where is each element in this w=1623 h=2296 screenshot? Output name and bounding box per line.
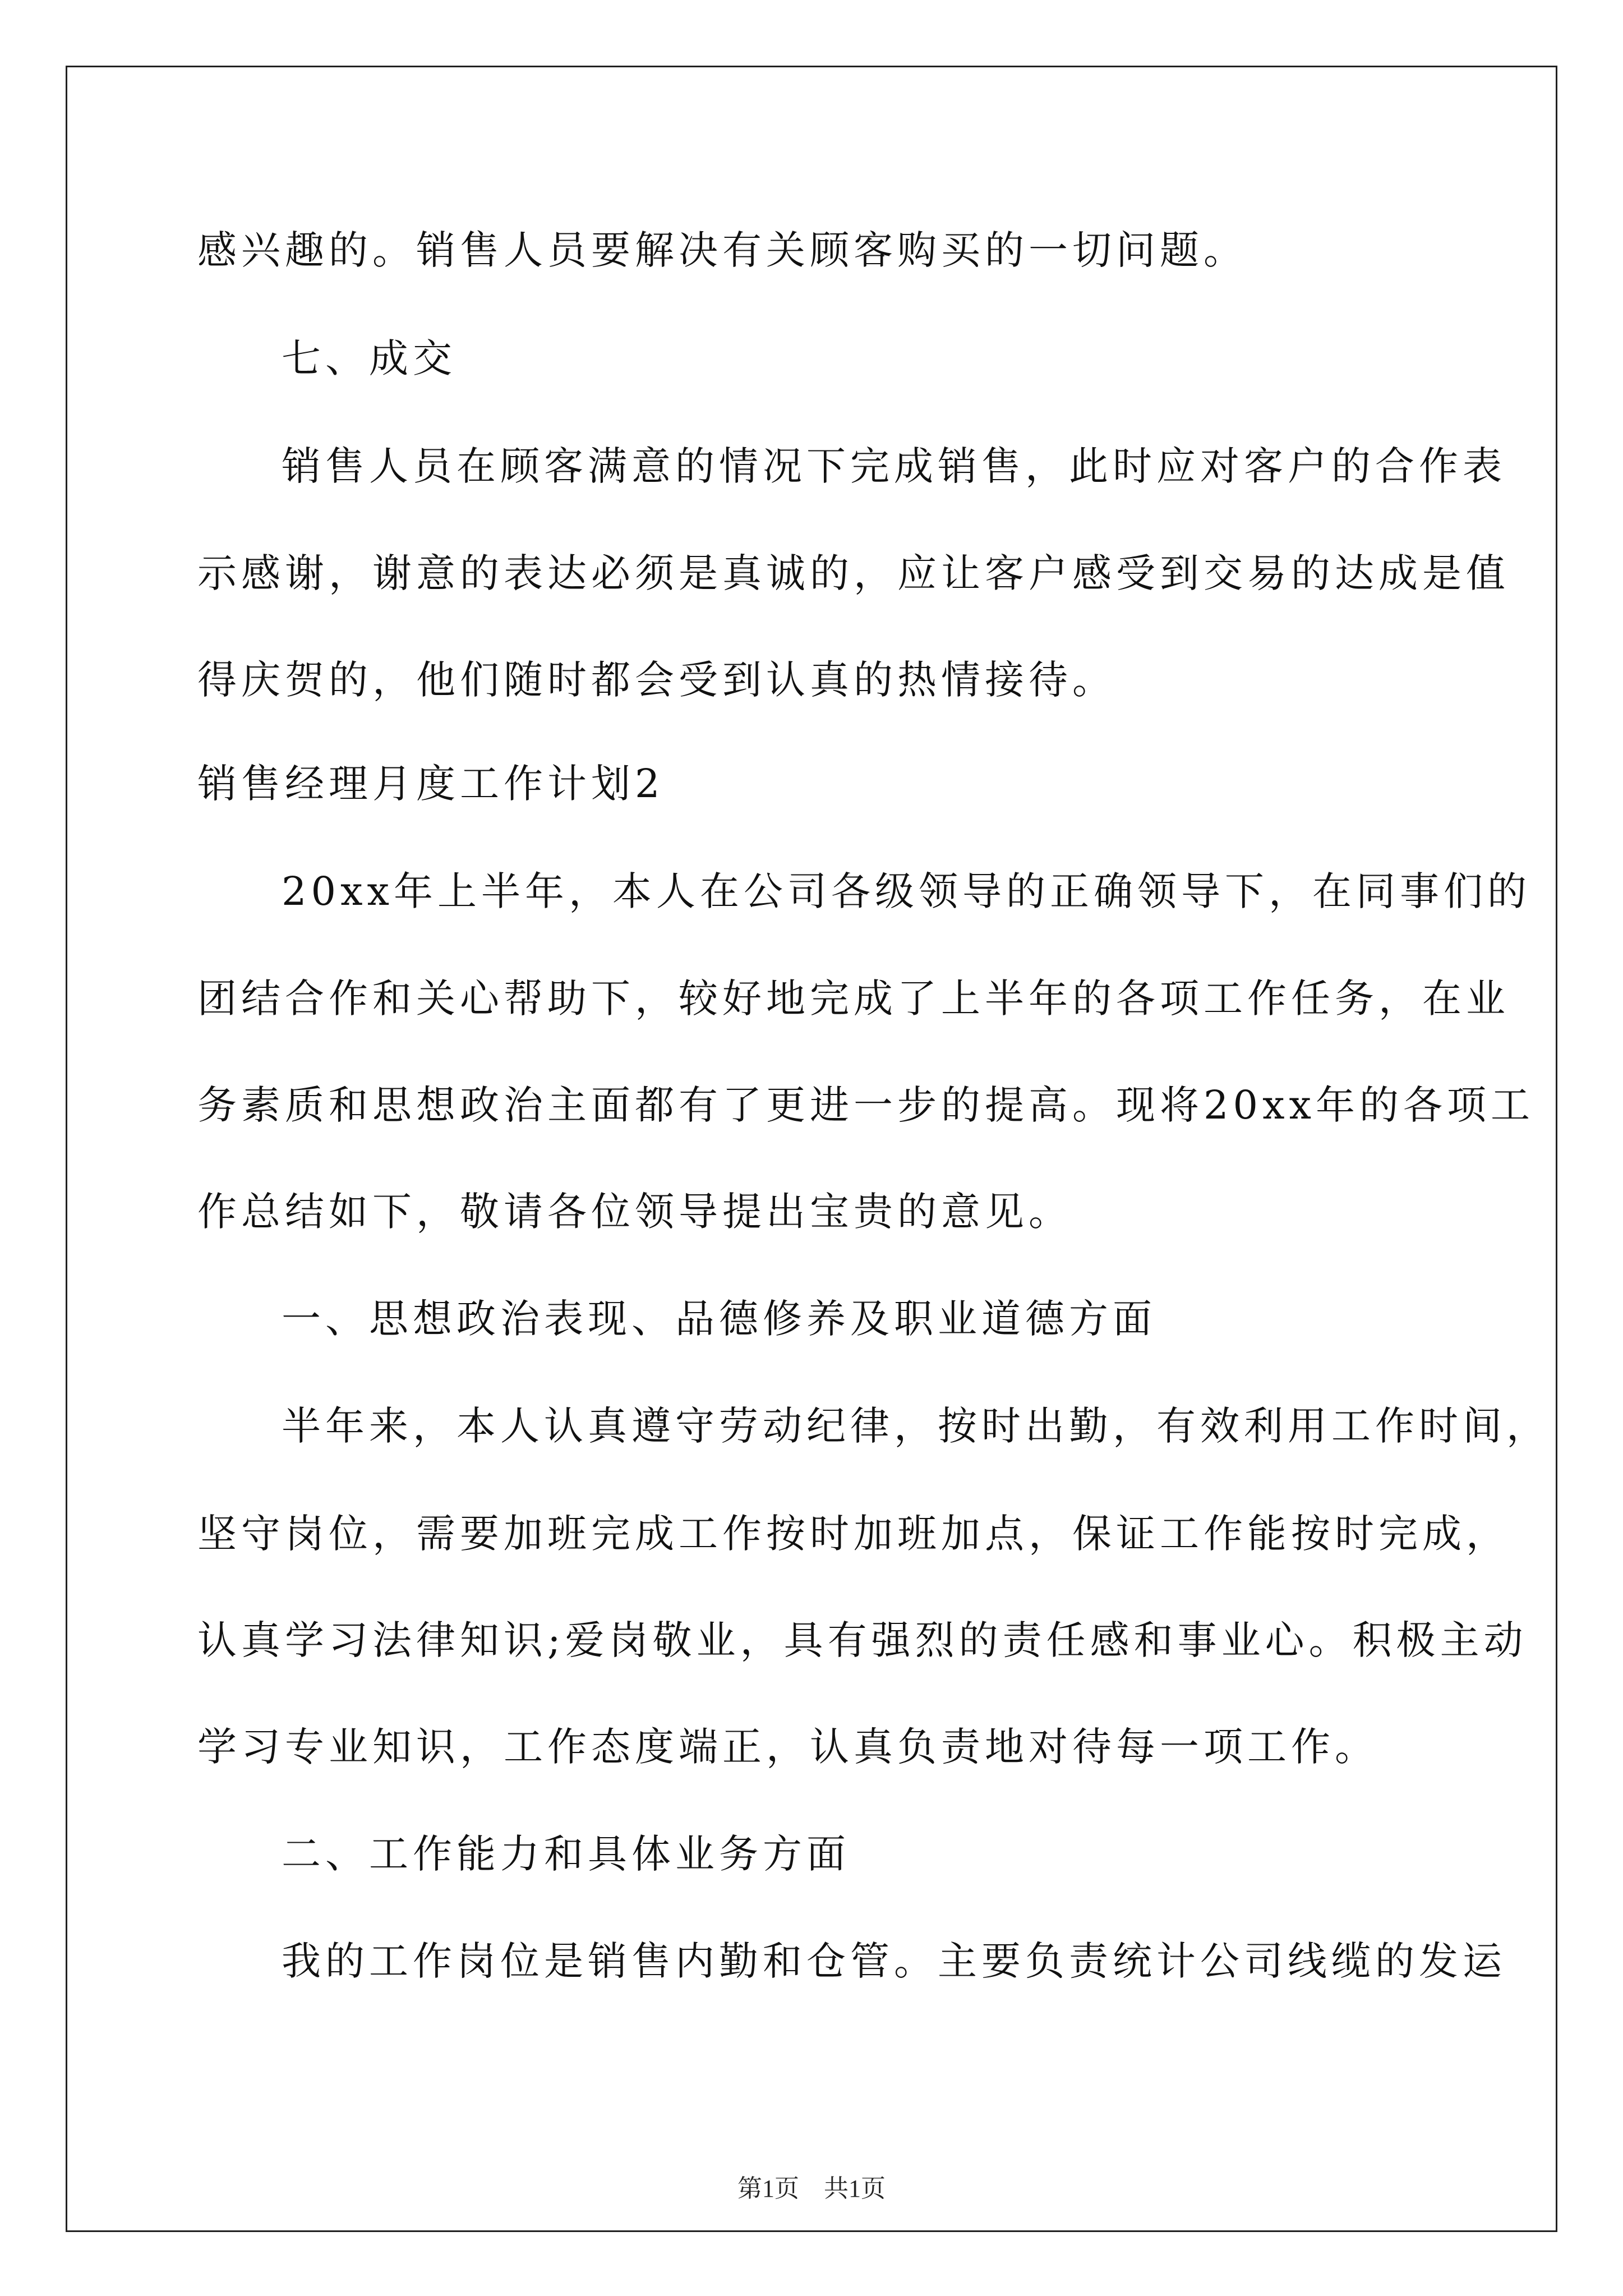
paragraph-line: 学习专业知识，工作态度端正，认真负责地对待每一项工作。 [197,1724,1378,1770]
paragraph-line: 20xx年上半年，本人在公司各级领导的正确领导下，在同事们的 [282,868,1532,914]
paragraph-line: 坚守岗位，需要加班完成工作按时加班加点，保证工作能按时完成， [197,1511,1510,1557]
paragraph-line: 作总结如下，敬请各位领导提出宝贵的意见。 [197,1189,1072,1235]
paragraph-line: 团结合作和关心帮助下，较好地完成了上半年的各项工作任务，在业 [197,976,1510,1022]
paragraph-line: 销售人员在顾客满意的情况下完成销售，此时应对客户的合作表 [282,443,1506,489]
paragraph-line: 示感谢，谢意的表达必须是真诚的，应让客户感受到交易的达成是值 [197,550,1510,596]
paragraph-line: 务素质和思想政治主面都有了更进一步的提高。现将20xx年的各项工 [197,1082,1535,1128]
page-border [66,66,1557,2232]
section-heading-two: 二、工作能力和具体业务方面 [282,1831,850,1877]
paragraph-line: 认真学习法律知识;爱岗敬业，具有强烈的责任感和事业心。积极主动 [197,1617,1528,1663]
paragraph-line: 得庆贺的，他们随时都会受到认真的热情接待。 [197,657,1116,703]
document-title: 销售经理月度工作计划2 [197,761,665,807]
section-heading-one: 一、思想政治表现、品德修养及职业道德方面 [282,1296,1156,1342]
page-footer: 第1页 共1页 [737,2175,886,2202]
paragraph-line: 半年来，本人认真遵守劳动纪律，按时出勤，有效利用工作时间， [282,1403,1550,1449]
paragraph-line: 感兴趣的。销售人员要解决有关顾客购买的一切问题。 [197,227,1247,273]
section-heading-closing: 七、成交 [282,335,457,381]
paragraph-line: 我的工作岗位是销售内勤和仓管。主要负责统计公司线缆的发运 [282,1938,1506,1984]
